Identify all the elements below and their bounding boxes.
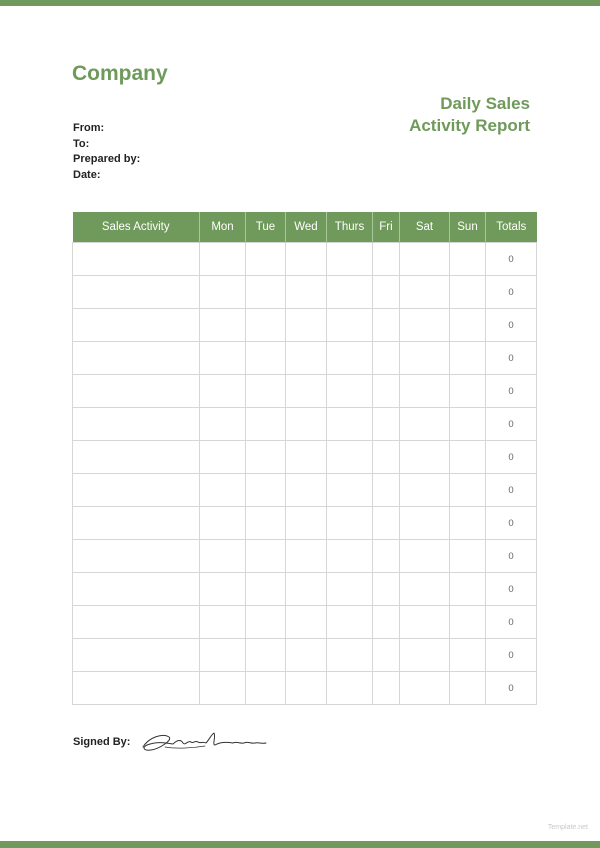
- column-header-sales-activity: Sales Activity: [73, 212, 200, 243]
- to-label: To:: [73, 137, 90, 150]
- column-header-fri: Fri: [373, 212, 400, 243]
- empty-cell: [327, 342, 373, 375]
- table-row: [73, 474, 537, 507]
- empty-cell: [286, 540, 327, 573]
- totals-cell: 0: [486, 342, 537, 375]
- prepared-by-label: Prepared by:: [73, 153, 141, 165]
- empty-cell: [73, 375, 200, 408]
- totals-cell: 0: [486, 441, 537, 474]
- empty-cell: [450, 606, 486, 639]
- totals-cell: 0: [486, 375, 537, 408]
- document-title-line-2: Activity Report: [409, 116, 530, 135]
- empty-cell: [286, 375, 327, 408]
- empty-cell: [200, 573, 246, 606]
- empty-cell: [400, 606, 450, 639]
- empty-cell: [286, 606, 327, 639]
- table-row: [73, 639, 537, 672]
- document-title-line-1: Daily Sales: [440, 94, 530, 113]
- empty-cell: [400, 441, 450, 474]
- empty-cell: [286, 342, 327, 375]
- empty-cell: [73, 474, 200, 507]
- empty-cell: [246, 408, 286, 441]
- empty-cell: [373, 606, 400, 639]
- empty-cell: [450, 342, 486, 375]
- empty-cell: [246, 606, 286, 639]
- empty-cell: [200, 342, 246, 375]
- empty-cell: [286, 507, 327, 540]
- empty-cell: [373, 309, 400, 342]
- empty-cell: [450, 672, 486, 705]
- empty-cell: [286, 276, 327, 309]
- empty-cell: [327, 540, 373, 573]
- empty-cell: [246, 573, 286, 606]
- table-row: [73, 540, 537, 573]
- table-row: [73, 408, 537, 441]
- empty-cell: [373, 672, 400, 705]
- empty-cell: [200, 474, 246, 507]
- empty-cell: [400, 672, 450, 705]
- empty-cell: [246, 507, 286, 540]
- empty-cell: [327, 639, 373, 672]
- empty-cell: [200, 375, 246, 408]
- table-row: [73, 672, 537, 705]
- totals-cell: 0: [486, 639, 537, 672]
- table-row: [73, 375, 537, 408]
- empty-cell: [73, 342, 200, 375]
- empty-cell: [246, 639, 286, 672]
- empty-cell: [200, 408, 246, 441]
- empty-cell: [200, 441, 246, 474]
- empty-cell: [373, 375, 400, 408]
- company-name: Company: [72, 62, 168, 85]
- empty-cell: [286, 408, 327, 441]
- empty-cell: [200, 540, 246, 573]
- column-header-sat: Sat: [400, 212, 450, 243]
- table-row: [73, 243, 537, 276]
- empty-cell: [286, 672, 327, 705]
- empty-cell: [327, 507, 373, 540]
- table-row: [73, 573, 537, 606]
- table-header-row: [73, 212, 537, 243]
- totals-cell: 0: [486, 408, 537, 441]
- empty-cell: [327, 474, 373, 507]
- empty-cell: [450, 474, 486, 507]
- empty-cell: [400, 639, 450, 672]
- watermark-text: Template.net: [547, 824, 588, 831]
- empty-cell: [373, 243, 400, 276]
- totals-cell: 0: [486, 573, 537, 606]
- bottom-accent-bar: [0, 841, 600, 848]
- empty-cell: [200, 507, 246, 540]
- column-header-mon: Mon: [200, 212, 246, 243]
- table-body: [73, 243, 537, 705]
- empty-cell: [246, 342, 286, 375]
- totals-cell: 0: [486, 507, 537, 540]
- empty-cell: [286, 309, 327, 342]
- empty-cell: [450, 573, 486, 606]
- empty-cell: [327, 606, 373, 639]
- empty-cell: [246, 441, 286, 474]
- empty-cell: [73, 441, 200, 474]
- empty-cell: [373, 639, 400, 672]
- empty-cell: [400, 573, 450, 606]
- empty-cell: [200, 606, 246, 639]
- empty-cell: [246, 672, 286, 705]
- date-label: Date:: [73, 168, 101, 181]
- empty-cell: [400, 474, 450, 507]
- totals-cell: 0: [486, 606, 537, 639]
- empty-cell: [73, 540, 200, 573]
- empty-cell: [327, 672, 373, 705]
- totals-cell: 0: [486, 672, 537, 705]
- column-header-thurs: Thurs: [327, 212, 373, 243]
- empty-cell: [450, 276, 486, 309]
- empty-cell: [400, 507, 450, 540]
- totals-cell: 0: [486, 309, 537, 342]
- totals-cell: 0: [486, 276, 537, 309]
- empty-cell: [373, 573, 400, 606]
- empty-cell: [73, 276, 200, 309]
- empty-cell: [73, 639, 200, 672]
- empty-cell: [373, 342, 400, 375]
- empty-cell: [246, 474, 286, 507]
- from-label: From:: [73, 122, 105, 134]
- empty-cell: [400, 276, 450, 309]
- table-row: [73, 507, 537, 540]
- empty-cell: [73, 243, 200, 276]
- empty-cell: [450, 408, 486, 441]
- signed-by-label: Signed By:: [73, 736, 131, 748]
- empty-cell: [246, 309, 286, 342]
- table-row: [73, 441, 537, 474]
- meta-fields: [73, 121, 140, 183]
- empty-cell: [73, 573, 200, 606]
- empty-cell: [400, 342, 450, 375]
- empty-cell: [246, 276, 286, 309]
- empty-cell: [327, 441, 373, 474]
- empty-cell: [373, 276, 400, 309]
- empty-cell: [73, 507, 200, 540]
- empty-cell: [200, 243, 246, 276]
- top-accent-bar: [0, 0, 600, 6]
- empty-cell: [327, 276, 373, 309]
- column-header-sun: Sun: [450, 212, 486, 243]
- empty-cell: [373, 441, 400, 474]
- empty-cell: [200, 276, 246, 309]
- empty-cell: [73, 309, 200, 342]
- empty-cell: [73, 408, 200, 441]
- column-header-totals: Totals: [486, 212, 537, 243]
- empty-cell: [286, 639, 327, 672]
- empty-cell: [450, 309, 486, 342]
- totals-cell: 0: [486, 243, 537, 276]
- empty-cell: [450, 375, 486, 408]
- empty-cell: [373, 408, 400, 441]
- empty-cell: [450, 441, 486, 474]
- column-header-wed: Wed: [286, 212, 327, 243]
- empty-cell: [327, 573, 373, 606]
- empty-cell: [450, 540, 486, 573]
- empty-cell: [73, 606, 200, 639]
- empty-cell: [327, 309, 373, 342]
- column-header-tue: Tue: [246, 212, 286, 243]
- empty-cell: [200, 309, 246, 342]
- table-row: [73, 276, 537, 309]
- empty-cell: [73, 672, 200, 705]
- empty-cell: [450, 639, 486, 672]
- empty-cell: [200, 639, 246, 672]
- empty-cell: [373, 507, 400, 540]
- empty-cell: [400, 408, 450, 441]
- signature-image: [137, 727, 269, 757]
- totals-cell: 0: [486, 474, 537, 507]
- empty-cell: [327, 243, 373, 276]
- empty-cell: [450, 507, 486, 540]
- empty-cell: [400, 540, 450, 573]
- totals-cell: 0: [486, 540, 537, 573]
- empty-cell: [200, 672, 246, 705]
- empty-cell: [286, 573, 327, 606]
- document-title: [409, 93, 530, 137]
- empty-cell: [400, 309, 450, 342]
- empty-cell: [373, 540, 400, 573]
- empty-cell: [286, 243, 327, 276]
- empty-cell: [246, 375, 286, 408]
- empty-cell: [327, 408, 373, 441]
- empty-cell: [400, 375, 450, 408]
- empty-cell: [286, 441, 327, 474]
- table-row: [73, 309, 537, 342]
- empty-cell: [327, 375, 373, 408]
- empty-cell: [286, 474, 327, 507]
- table-row: [73, 606, 537, 639]
- empty-cell: [246, 243, 286, 276]
- empty-cell: [373, 474, 400, 507]
- empty-cell: [450, 243, 486, 276]
- table-row: [73, 342, 537, 375]
- sales-activity-table: [72, 212, 537, 705]
- empty-cell: [246, 540, 286, 573]
- empty-cell: [400, 243, 450, 276]
